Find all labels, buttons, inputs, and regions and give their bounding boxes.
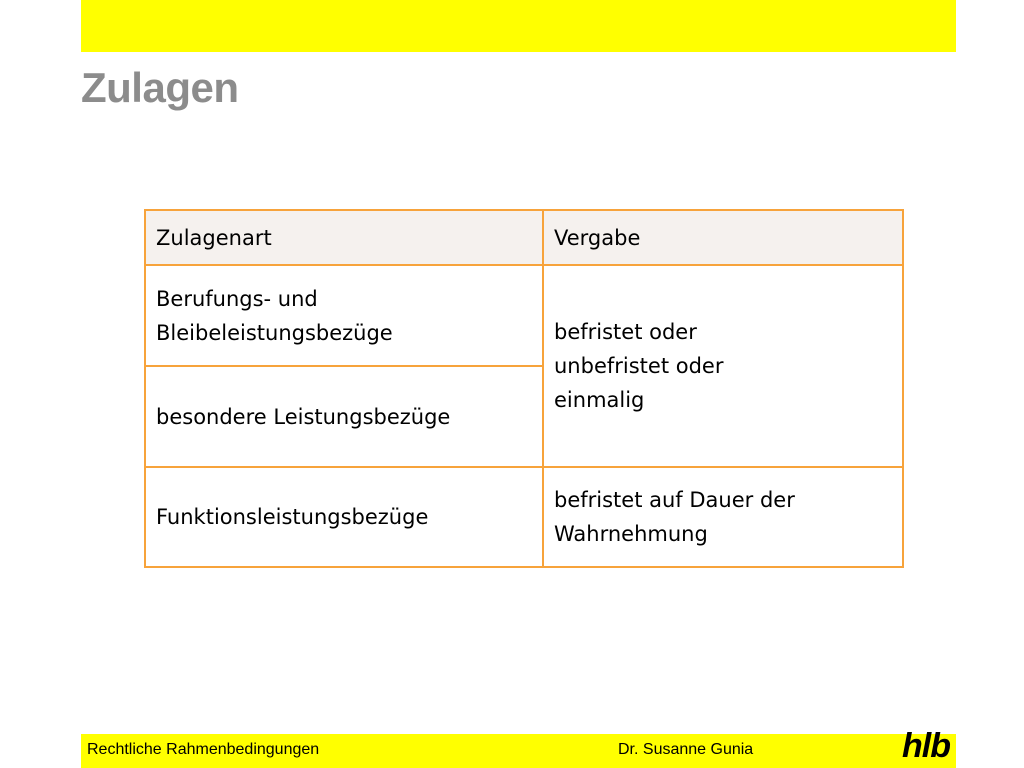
footer-author: Dr. Susanne Gunia (618, 741, 754, 758)
zulagen-table (144, 209, 904, 568)
cell-line: Funktionsleistungsbezüge (156, 505, 429, 529)
cell-line: Wahrnehmung (554, 522, 708, 546)
cell-line: Berufungs- und (156, 286, 318, 311)
table-row (145, 265, 903, 366)
header-zulagenart: Zulagenart (145, 210, 543, 265)
table-row (145, 467, 903, 567)
top-accent-bar (81, 0, 956, 52)
footer-bar (81, 727, 956, 768)
cell-vergabe-funktion (543, 467, 903, 567)
cell-line: befristet auf Dauer der (554, 488, 795, 512)
footer-topic: Rechtliche Rahmenbedingungen (87, 741, 320, 758)
header-vergabe: Vergabe (543, 210, 903, 265)
table-header-row (145, 210, 903, 265)
cell-line: einmalig (554, 388, 645, 412)
cell-zulagenart-besondere (145, 366, 543, 467)
cell-zulagenart-berufung (145, 265, 543, 366)
cell-line: besondere Leistungsbezüge (156, 404, 451, 429)
zulagen-table-container (144, 209, 904, 568)
cell-line: unbefristet oder (554, 354, 724, 378)
cell-line: befristet oder (554, 320, 697, 344)
hlb-logo: hlb (902, 727, 950, 765)
slide-title: Zulagen (81, 64, 239, 111)
cell-vergabe-merged (543, 265, 903, 467)
cell-zulagenart-funktion (145, 467, 543, 567)
cell-line: Bleibeleistungsbezüge (156, 320, 393, 345)
